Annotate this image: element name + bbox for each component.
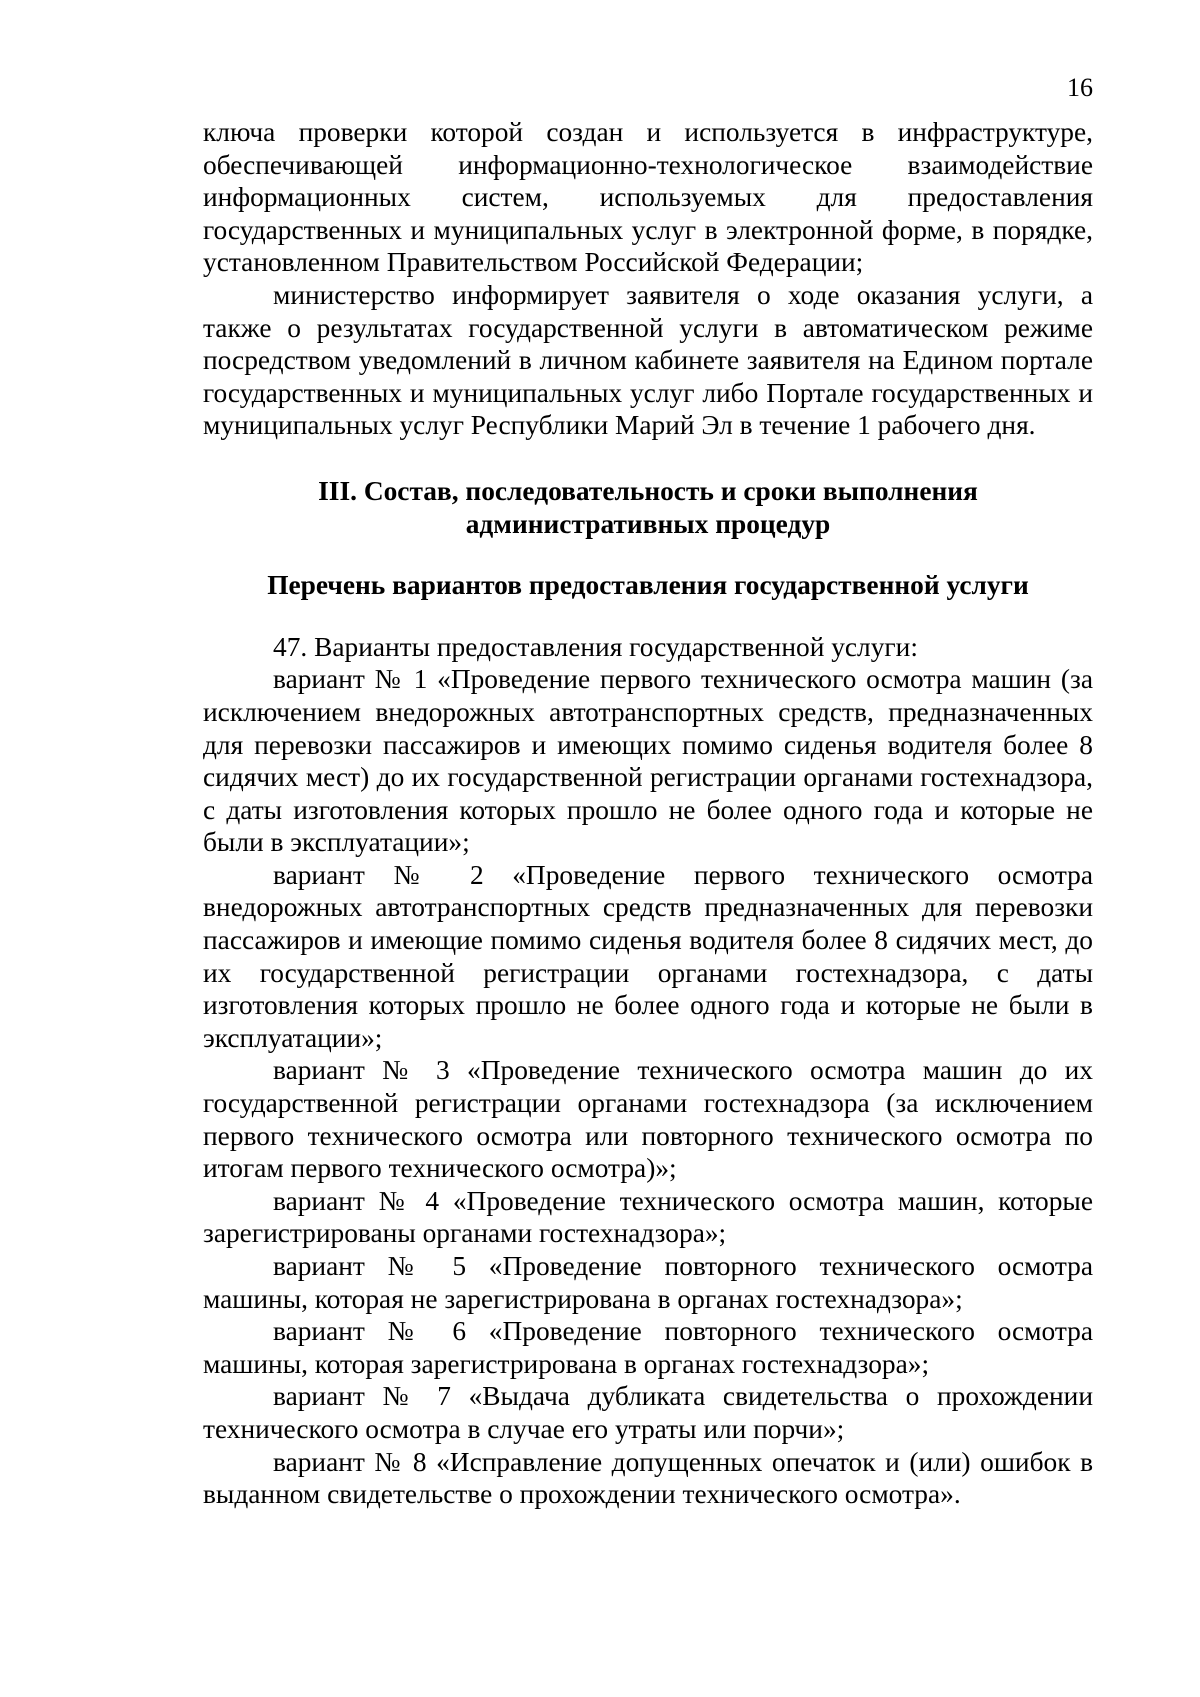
variant-4: вариант № 4 «Проведение технического осмотра машин, которые зарегистрированы органами гостехнадзора»;	[203, 1185, 1093, 1249]
item-47-intro: 47. Варианты предоставления государственной услуги:	[273, 631, 918, 662]
page-number: 16	[1067, 73, 1093, 102]
intro-paragraph-2: министерство информирует заявителя о ходе оказания услуги, а также о результатах государственной услуги в автоматическом режиме посредством уведомлений в личном кабинете заявителя на Едином портале государственных и муниципальных услуг либо Портале государственных и муниципальных услуг Республики Марий Эл в течение 1 рабочего дня.	[203, 279, 1093, 441]
variant-8: вариант № 8 «Исправление допущенных опечаток и (или) ошибок в выданном свидетельстве о прохождении технического осмотра».	[203, 1446, 1093, 1510]
section-heading-line-2: административных процедур	[465, 508, 831, 539]
spacer	[203, 540, 1093, 569]
variant-5: вариант № 5 «Проведение повторного технического осмотра машины, которая не зарегистрирована в органах гостехнадзора»;	[203, 1251, 1093, 1314]
section-heading-line-1: III. Состав, последовательность и сроки выполнения	[318, 475, 978, 506]
section-heading	[203, 475, 1093, 540]
intro-paragraph-1: ключа проверки которой создан и используется в инфраструктуре, обеспечивающей информационно-технологическое взаимодействие информационных систем, используемых для предоставления государственных и муниципальных услуг в электронной форме, в порядке, установленном Правительством Российской Федерации;	[203, 117, 1093, 278]
spacer	[203, 442, 1093, 475]
subheading: Перечень вариантов предоставления государственной услуги	[267, 570, 1029, 601]
variant-2: вариант № 2 «Проведение первого технического осмотра внедорожных автотранспортных средств предназначенных для перевозки пассажиров и имеющие помимо сиденья водителя более 8 сидячих мест, до их государственной регистрации органами гостехнадзора, с даты изготовления которых прошло не более одного года и которые не были в эксплуатации»;	[203, 859, 1093, 1053]
variant-6: вариант № 6 «Проведение повторного технического осмотра машины, которая зарегистрирована в органах гостехнадзора»;	[203, 1316, 1093, 1379]
document-body	[203, 116, 1093, 1511]
variant-3: вариант № 3 «Проведение технического осмотра машин до их государственной регистрации органами гостехнадзора (за исключением первого технического осмотра или повторного технического осмотра по итогам первого технического осмотра)»;	[203, 1055, 1093, 1184]
variant-7: вариант № 7 «Выдача дубликата свидетельства о прохождении технического осмотра в случае его утраты или порчи»;	[203, 1381, 1093, 1444]
spacer	[203, 602, 1093, 631]
variant-1: вариант № 1 «Проведение первого технического осмотра машин (за исключением внедорожных автотранспортных средств, предназначенных для перевозки пассажиров и имеющих помимо сиденья водителя более 8 сидячих мест) до их государственной регистрации органами гостехнадзора, с даты изготовления которых прошло не более одного года и которые не были в эксплуатации»;	[203, 664, 1093, 858]
